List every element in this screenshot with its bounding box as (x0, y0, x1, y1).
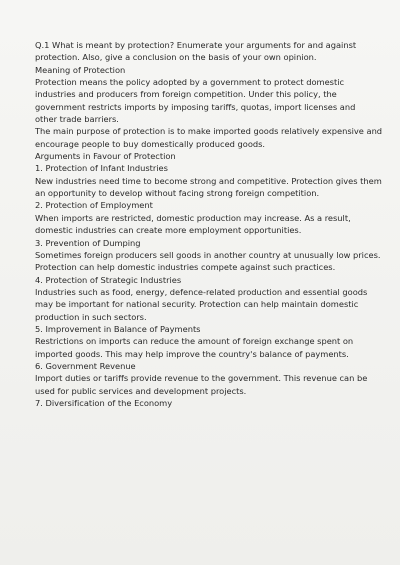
text-line: Import duties or tariffs provide revenue to the government. This revenue can be (35, 373, 368, 384)
text-line: The main purpose of protection is to make imported goods relatively expensive and (35, 126, 383, 137)
text-line: Sometimes foreign producers sell goods in another country at unusually low prices. (35, 249, 381, 260)
list-item-heading: 4. Protection of Strategic Industries (35, 274, 182, 285)
list-item-heading: 7. Diversification of the Economy (35, 397, 173, 408)
text-line: other trade barriers. (35, 114, 119, 125)
list-item-heading: 1. Protection of Infant Industries (35, 163, 168, 174)
text-line: Protection means the policy adopted by a government to protect domestic (35, 77, 345, 88)
text-line: may be important for national security. Protection can help maintain domestic (35, 299, 359, 310)
list-item-heading: 6. Government Revenue (35, 360, 136, 371)
text-line-question: Q.1 What is meant by protection? Enumerate your arguments for and against (35, 40, 357, 50)
text-line: industries and producers from foreign competition. Under this policy, the (35, 89, 337, 100)
text-line: When imports are restricted, domestic production may increase. As a result, (35, 212, 351, 223)
text-line: Industries such as food, energy, defence-related production and essential goods (35, 286, 368, 297)
list-item-heading: 5. Improvement in Balance of Payments (35, 323, 201, 334)
text-line-question: protection. Also, give a conclusion on the basis of your own opinion. (35, 52, 317, 63)
text-line: imported goods. This may help improve the country's balance of payments. (35, 348, 349, 359)
text-line: New industries need time to become strong and competitive. Protection gives them (35, 175, 382, 186)
text-line: used for public services and development projects. (35, 385, 247, 396)
text-line: an opportunity to develop without facing strong foreign competition. (35, 188, 320, 199)
text-line: Restrictions on imports can reduce the amount of foreign exchange spent on (35, 336, 354, 347)
list-item-heading: 3. Prevention of Dumping (35, 237, 141, 248)
text-line: domestic industries can create more employment opportunities. (35, 225, 302, 236)
section-heading-arguments: Arguments in Favour of Protection (35, 151, 176, 162)
list-item-heading: 2. Protection of Employment (35, 200, 153, 211)
text-line: government restricts imports by imposing tariffs, quotas, import licenses and (35, 101, 356, 112)
section-heading-meaning: Meaning of Protection (35, 64, 126, 75)
text-line: encourage people to buy domestically produced goods. (35, 138, 266, 149)
text-line: production in such sectors. (35, 311, 147, 322)
text-line: Protection can help domestic industries compete against such practices. (35, 262, 336, 273)
